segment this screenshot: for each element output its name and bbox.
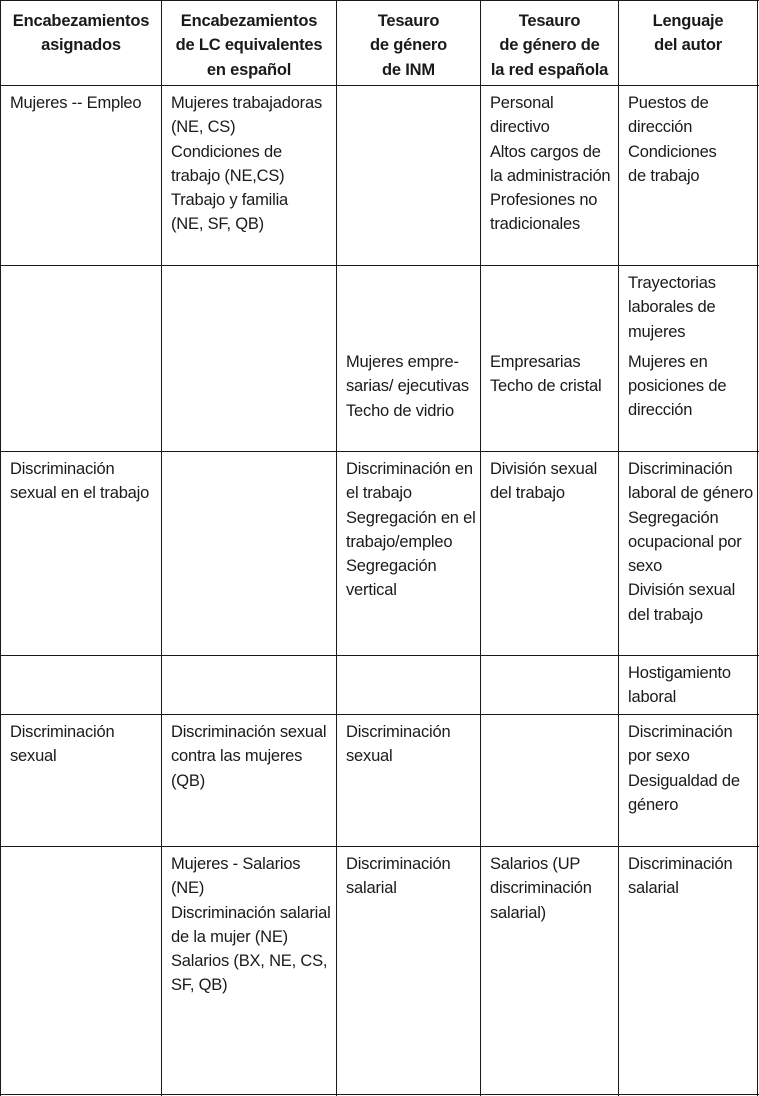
header-line: Lenguaje xyxy=(652,12,724,30)
header-author-language xyxy=(619,1,757,85)
cell-line: el trabajo xyxy=(346,484,412,503)
cell-line: dirección xyxy=(628,401,693,420)
cell-line: dirección xyxy=(628,118,693,137)
table-cell xyxy=(337,452,480,603)
table-cell xyxy=(162,847,336,998)
cell-line: Discriminación xyxy=(10,460,115,478)
header-line: la red española xyxy=(490,60,609,79)
header-line: de género de xyxy=(499,36,600,55)
cell-line: sexual xyxy=(10,747,57,766)
cell-line: sexual xyxy=(346,747,393,766)
table-cell xyxy=(481,452,618,506)
cell-line: de trabajo xyxy=(628,166,700,185)
cell-line: directivo xyxy=(490,118,550,137)
cell-line: laborales de xyxy=(628,298,716,317)
header-line: de INM xyxy=(382,60,435,79)
header-line: asignados xyxy=(41,36,121,55)
cell-line: mujeres xyxy=(628,322,686,341)
cell-line: tradicionales xyxy=(490,215,581,234)
cell-line: Mujeres en xyxy=(628,352,708,371)
header-assigned-headings xyxy=(1,1,161,85)
cell-line: Techo de vidrio xyxy=(346,401,454,420)
table-cell xyxy=(619,656,757,710)
cell-line: discriminación xyxy=(490,879,592,898)
table-cell xyxy=(1,86,161,115)
cell-line: salarial) xyxy=(490,903,546,922)
table-border-bottom xyxy=(0,1094,759,1095)
cell-line: Discriminación salarial xyxy=(171,903,331,922)
cell-line: contra las mujeres xyxy=(171,747,303,766)
cell-line: Segregación xyxy=(628,508,719,527)
cell-line: Discriminación xyxy=(10,723,115,741)
table-border-right xyxy=(757,0,758,1096)
table-cell xyxy=(481,345,618,399)
cell-line: del trabajo xyxy=(628,605,703,624)
table-border-left xyxy=(0,0,1,1096)
cell-line: Discriminación xyxy=(628,460,733,478)
header-line: de género xyxy=(369,36,448,55)
cell-line: Mujeres -- Empleo xyxy=(10,94,142,112)
cell-line: Salarios (BX, NE, CS, xyxy=(171,952,328,971)
header-line: en español xyxy=(206,60,292,79)
cell-line: Discriminación xyxy=(346,855,451,873)
table-cell xyxy=(337,847,480,901)
cell-line: Mujeres empre- xyxy=(346,353,459,371)
cell-line: del trabajo xyxy=(490,484,565,503)
cell-line: vertical xyxy=(346,581,397,600)
cell-line: Trayectorias xyxy=(628,274,716,292)
header-lc-headings xyxy=(162,1,336,85)
header-spanish-network-thesaurus xyxy=(481,1,618,85)
cell-line: Segregación xyxy=(346,557,437,576)
header-line: Tesauro xyxy=(518,12,581,30)
table-cell xyxy=(162,86,336,237)
cell-line: Salarios (UP xyxy=(490,855,581,873)
cell-line: Techo de cristal xyxy=(490,377,602,396)
cell-line: (NE, SF, QB) xyxy=(171,215,264,234)
cell-line: Mujeres trabajadoras xyxy=(171,94,322,112)
cell-line: (QB) xyxy=(171,771,206,790)
cell-line: Hostigamiento xyxy=(628,664,731,682)
cell-line: SF, QB) xyxy=(171,976,228,995)
cell-line: de la mujer (NE) xyxy=(171,927,288,946)
table-cell xyxy=(337,715,480,769)
cell-line: Condiciones xyxy=(628,142,717,161)
table-cell xyxy=(162,715,336,793)
cell-line: sexo xyxy=(628,557,663,576)
cell-line: por sexo xyxy=(628,747,690,766)
table-cell xyxy=(1,715,161,769)
table-cell xyxy=(1,452,161,506)
table-cell xyxy=(619,847,757,901)
table-cell xyxy=(481,86,618,237)
cell-line: Empresarias xyxy=(490,353,581,371)
cell-line: Mujeres - Salarios xyxy=(171,855,301,873)
cell-line: (NE, CS) xyxy=(171,118,236,137)
cell-line: laboral de género xyxy=(628,484,754,503)
cell-line: Discriminación sexual xyxy=(171,723,327,741)
cell-line: Discriminación en xyxy=(346,460,473,478)
cell-line: salarial xyxy=(628,879,679,898)
header-line: Tesauro xyxy=(377,12,440,30)
cell-line: salarial xyxy=(346,879,397,898)
cell-line: Discriminación xyxy=(628,723,733,741)
cell-line: Desigualdad de xyxy=(628,771,740,790)
header-inm-thesaurus xyxy=(337,1,480,85)
cell-line: la administración xyxy=(490,166,611,185)
cell-line: sarias/ ejecutivas xyxy=(346,377,469,396)
cell-line: posiciones de xyxy=(628,377,727,396)
cell-line: Discriminación xyxy=(628,855,733,873)
cell-line: Altos cargos de xyxy=(490,142,601,161)
cell-line: (NE) xyxy=(171,879,205,898)
table-cell xyxy=(619,86,757,188)
cell-line: laboral xyxy=(628,688,677,707)
header-line: Encabezamientos xyxy=(180,12,318,30)
cell-line: Profesiones no xyxy=(490,191,598,210)
cell-line: Trabajo y familia xyxy=(171,191,289,210)
cell-line: Personal xyxy=(490,94,554,112)
cell-line: Discriminación xyxy=(346,723,451,741)
cell-line: sexual en el trabajo xyxy=(10,484,150,503)
cell-line: Condiciones de xyxy=(171,142,282,161)
cell-line: Segregación en el xyxy=(346,508,476,527)
table-cell xyxy=(619,266,757,423)
cell-line: ocupacional por xyxy=(628,532,742,551)
header-line: del autor xyxy=(654,36,722,55)
table-cell xyxy=(619,452,757,627)
header-line: Encabezamientos xyxy=(12,12,150,30)
cell-line: trabajo/empleo xyxy=(346,532,453,551)
cell-line: División sexual xyxy=(490,460,598,478)
cell-line: género xyxy=(628,795,679,814)
cell-line: trabajo (NE,CS) xyxy=(171,166,285,185)
header-line: de LC equivalentes xyxy=(175,36,323,55)
table-cell xyxy=(481,847,618,925)
cell-line: Puestos de xyxy=(628,94,709,112)
table-cell xyxy=(619,715,757,817)
table-cell xyxy=(337,345,480,423)
cell-line: División sexual xyxy=(628,581,736,600)
